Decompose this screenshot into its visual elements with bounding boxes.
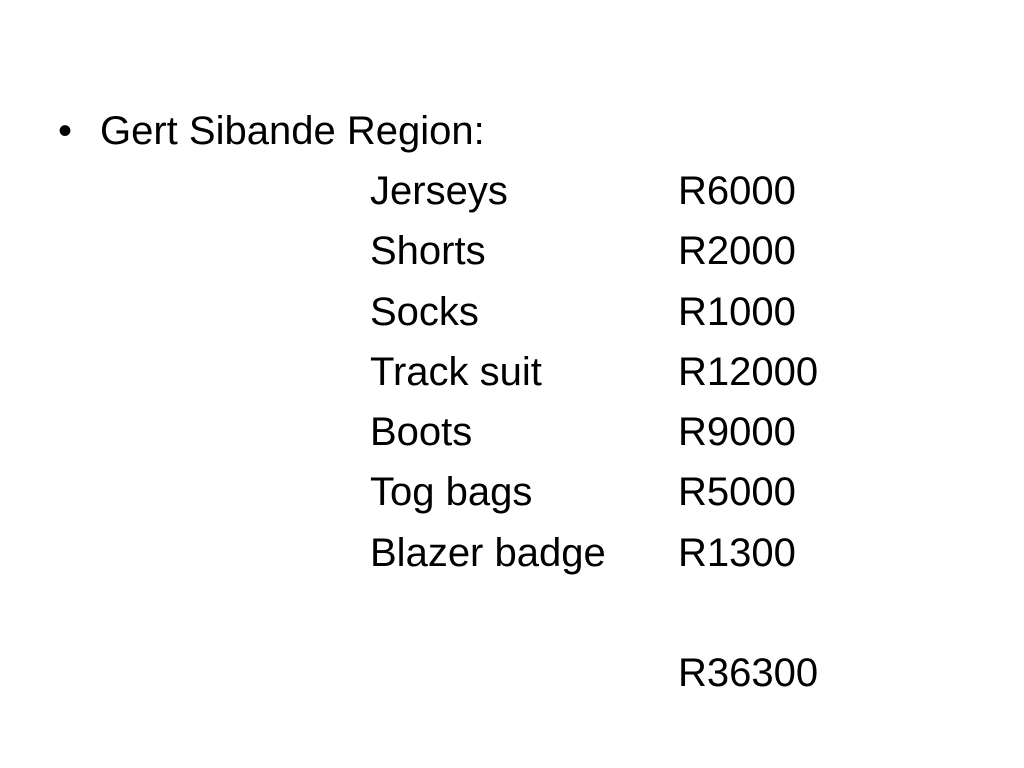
item-name: Tog bags [370,470,533,515]
list-item [370,167,970,227]
list-item [370,227,970,287]
list-item [370,468,970,528]
list-item [370,348,970,408]
total-amount: R36300 [678,651,819,695]
list-item [370,288,970,348]
item-name: Shorts [370,229,486,274]
item-amount: R1000 [678,289,796,334]
item-name: Socks [370,289,479,334]
item-amount: R12000 [678,349,819,394]
item-list [370,167,970,589]
list-item [370,408,970,468]
item-amount: R1300 [678,530,796,575]
item-amount: R6000 [678,169,796,213]
bullet-icon: • [58,109,73,153]
item-name: Jerseys [370,169,508,213]
item-name: Blazer badge [370,530,606,575]
item-name: Track suit [370,349,542,394]
bullet-heading [58,107,485,155]
item-amount: R5000 [678,470,796,515]
list-item [370,529,970,589]
item-name: Boots [370,410,473,455]
region-heading: Gert Sibande Region: [100,109,485,153]
item-amount: R9000 [678,410,796,455]
item-amount: R2000 [678,229,796,274]
